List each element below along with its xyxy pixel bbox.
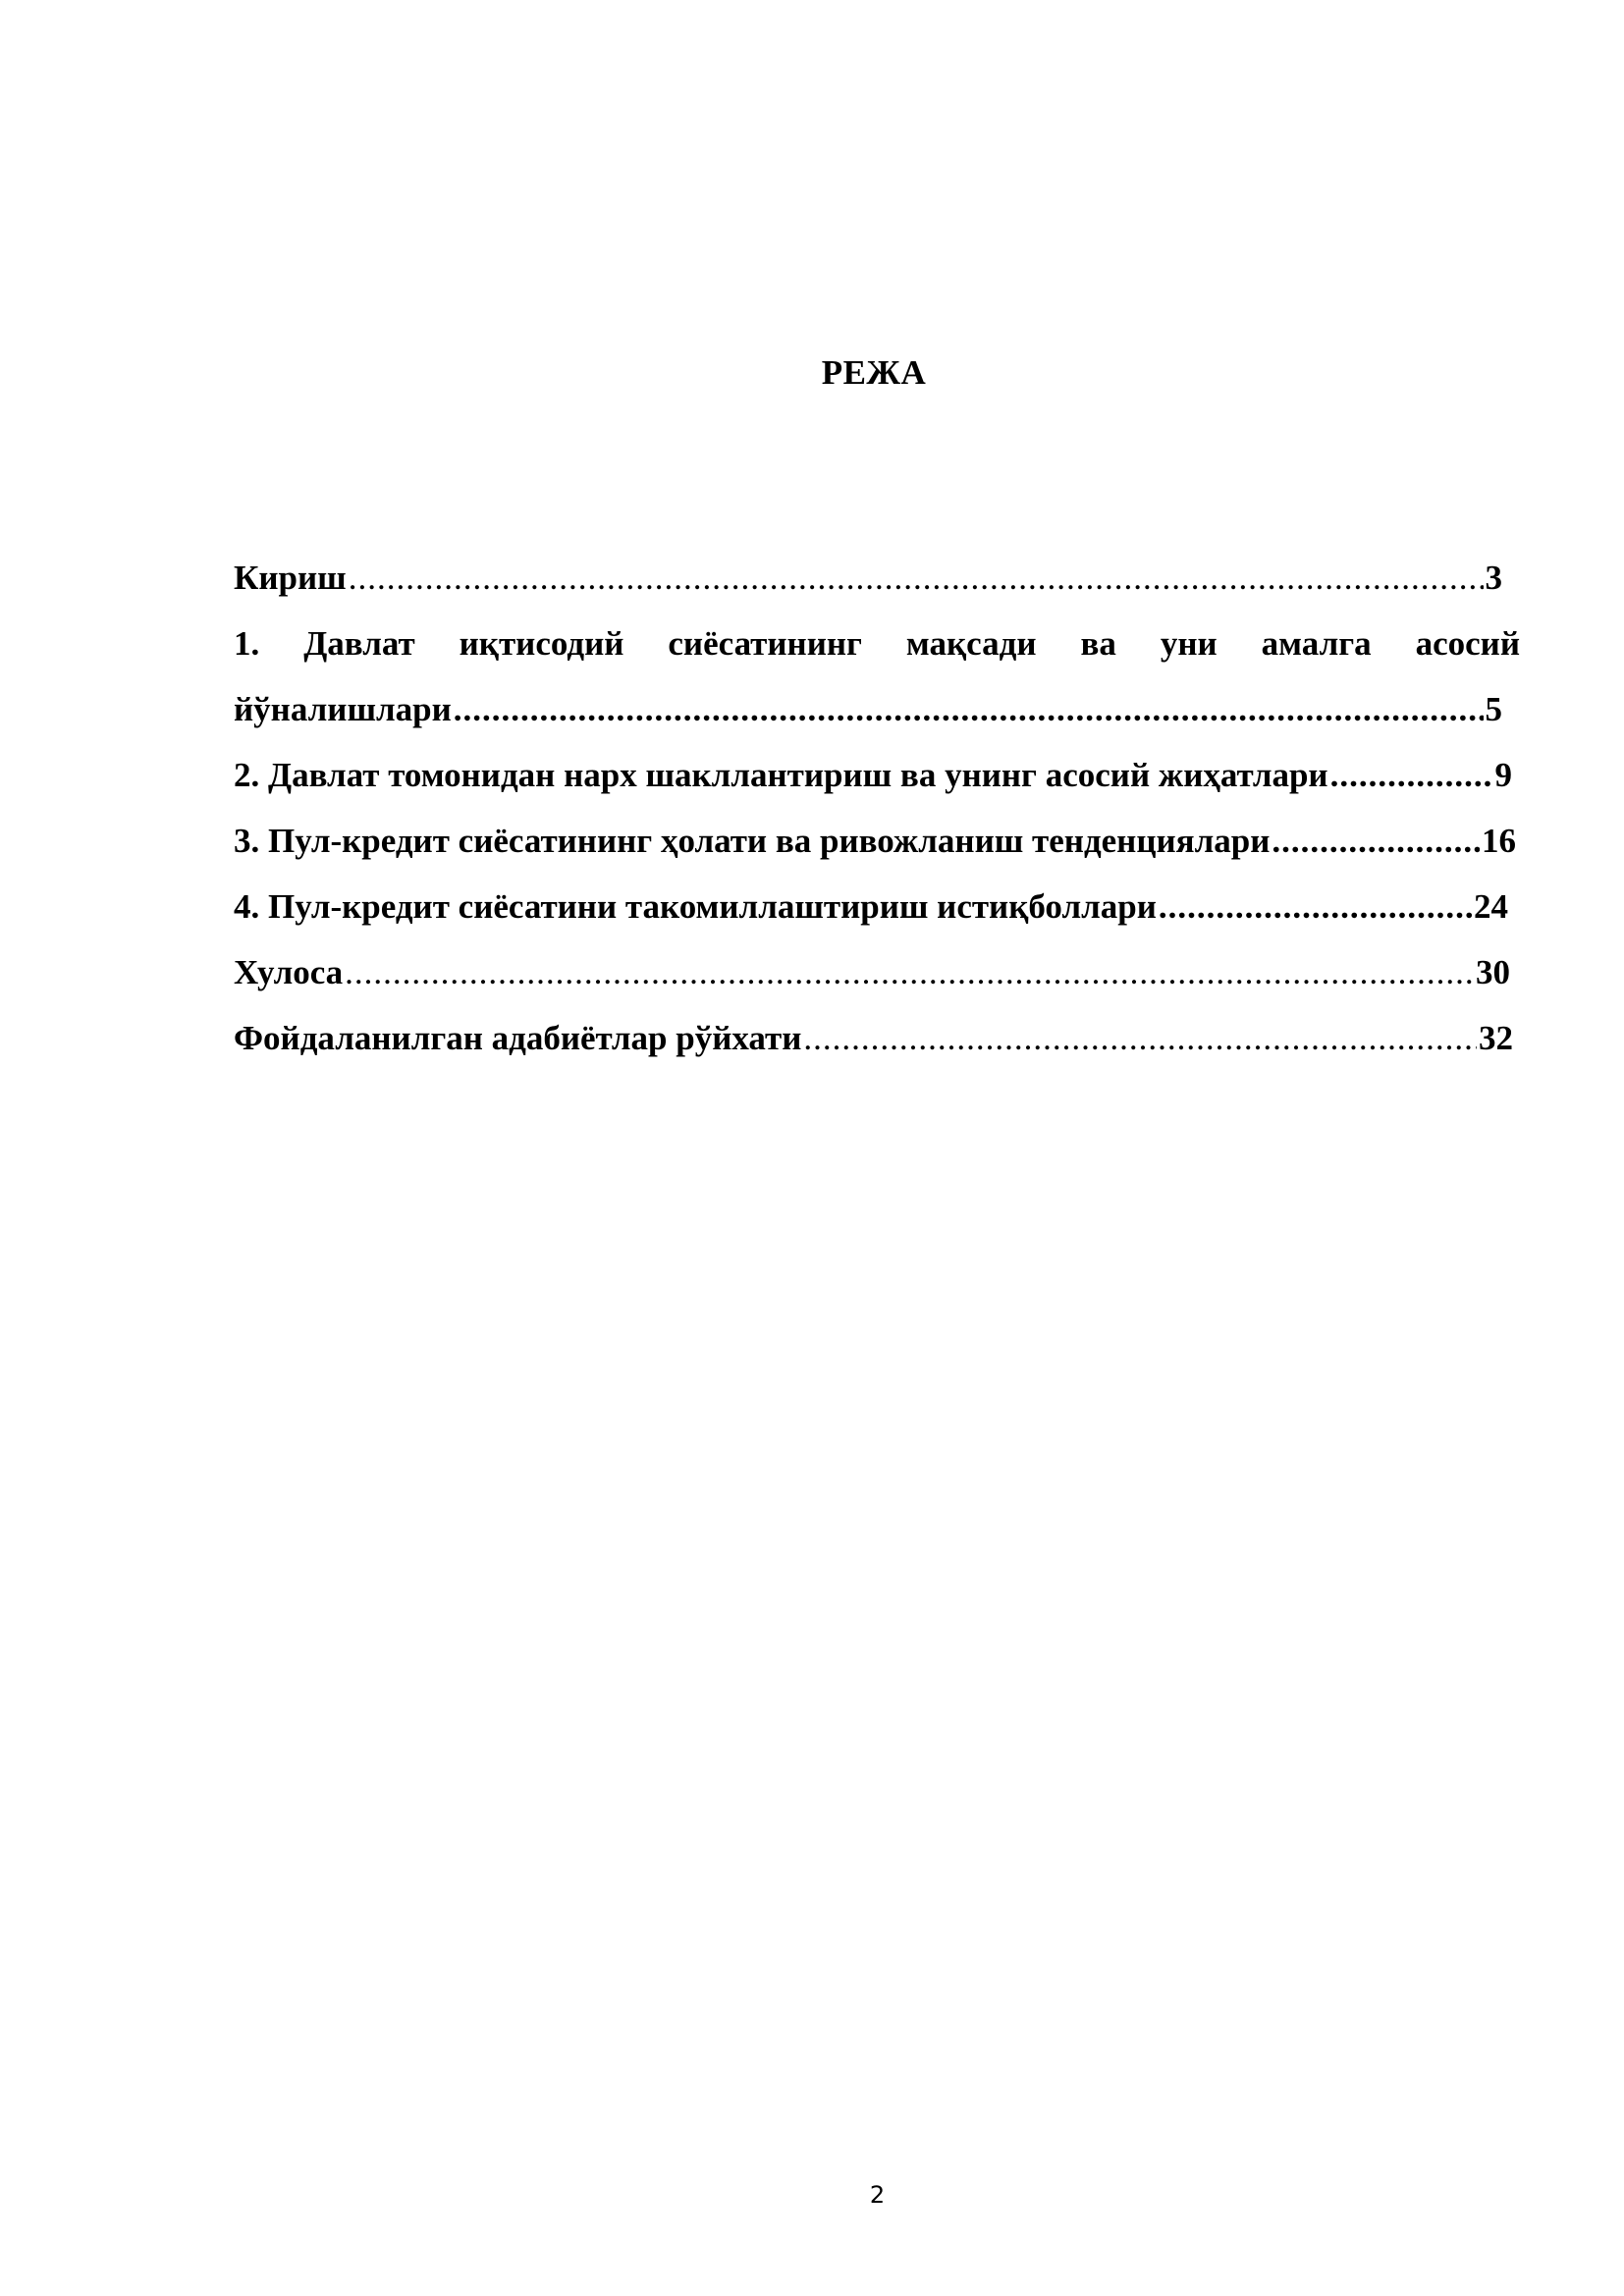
page-title: РЕЖА xyxy=(821,353,927,392)
toc-word: 1. xyxy=(234,624,260,663)
toc-word: уни xyxy=(1160,624,1218,663)
toc-dot-leader xyxy=(349,545,1484,611)
toc-dot-leader xyxy=(454,676,1484,742)
toc-word: мақсади xyxy=(905,624,1037,663)
table-of-contents xyxy=(234,545,1520,1071)
toc-entry-section-1-line-2[interactable] xyxy=(234,676,1502,742)
toc-word: ва xyxy=(1080,624,1116,663)
toc-entry-section-3[interactable] xyxy=(234,808,1516,874)
toc-entry-label: 4. Пул-кредит сиёсатини такомиллаштириш истиқболлари xyxy=(234,887,1157,926)
toc-page-number: 24 xyxy=(1474,887,1508,926)
toc-page-number: 3 xyxy=(1485,559,1502,597)
toc-entry-label: йўналишлари xyxy=(234,690,452,728)
toc-dot-leader xyxy=(1272,808,1480,874)
toc-entry-conclusion[interactable] xyxy=(234,939,1510,1005)
toc-entry-label: 3. Пул-кредит сиёсатининг ҳолати ва ривожланиш тенденциялари xyxy=(234,822,1271,860)
toc-dot-leader xyxy=(1159,874,1472,939)
toc-word: асосий xyxy=(1415,624,1520,663)
toc-page-number: 5 xyxy=(1485,690,1502,728)
toc-dot-leader xyxy=(1330,742,1493,808)
toc-page-number: 32 xyxy=(1479,1019,1513,1057)
toc-entry-label: Фойдаланилган адабиётлар рўйхати xyxy=(234,1019,802,1057)
toc-word: Давлат xyxy=(303,624,415,663)
toc-entry-label xyxy=(234,611,1520,676)
toc-entry-section-2[interactable] xyxy=(234,742,1512,808)
toc-entry-section-4[interactable] xyxy=(234,874,1508,939)
toc-word: амалга xyxy=(1261,624,1372,663)
toc-entry-section-1-line-1[interactable] xyxy=(234,611,1520,676)
toc-dot-leader xyxy=(345,939,1474,1005)
page-number: 2 xyxy=(869,2181,886,2209)
toc-entry-introduction[interactable] xyxy=(234,545,1502,611)
toc-entry-references[interactable] xyxy=(234,1005,1513,1071)
toc-entry-label: Кириш xyxy=(234,559,347,597)
toc-dot-leader xyxy=(803,1005,1477,1071)
toc-word: сиёсатининг xyxy=(668,624,862,663)
toc-page-number: 16 xyxy=(1482,822,1516,860)
toc-entry-label: Хулоса xyxy=(234,953,344,991)
toc-page-number: 30 xyxy=(1476,953,1510,991)
toc-page-number: 9 xyxy=(1494,756,1512,794)
toc-entry-label: 2. Давлат томонидан нарх шакллантириш ва унинг асосий жиҳатлари xyxy=(234,756,1328,794)
toc-word: иқтисодий xyxy=(459,624,624,663)
